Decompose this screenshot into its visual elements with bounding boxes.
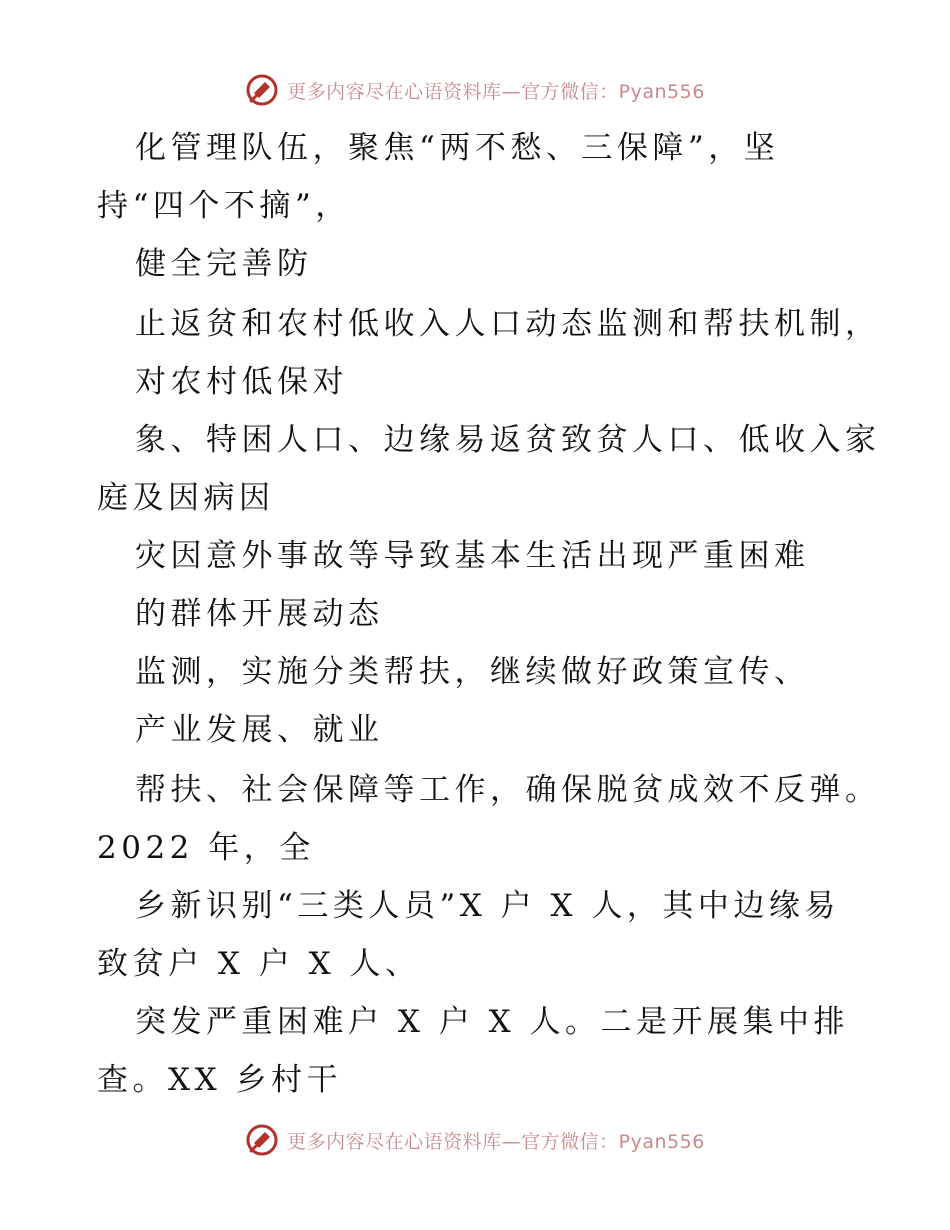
text-line: 化管理队伍，聚焦“两不愁、三保障”，坚 xyxy=(135,130,780,166)
text-line: 帮扶、社会保障等工作，确保脱贫成效不反弹。 xyxy=(135,772,881,808)
text-line: 的群体开展动态 xyxy=(135,596,384,632)
text-line: 致贫户 X 户 X 人、 xyxy=(97,946,421,982)
footer-watermark-text: 更多内容尽在心语资料库—官方微信：Pyan556 xyxy=(287,1130,705,1153)
text-line: 对农村低保对 xyxy=(135,364,348,400)
text-line: 查。XX 乡村干 xyxy=(97,1062,342,1098)
footer-watermark xyxy=(0,1122,950,1158)
text-line: 2022 年，全 xyxy=(97,830,315,866)
text-line: 突发严重困难户 X 户 X 人。二是开展集中排 xyxy=(135,1004,850,1040)
text-line: 产业发展、就业 xyxy=(135,712,384,748)
watermark-logo-icon xyxy=(245,1123,279,1157)
watermark-logo-icon xyxy=(245,73,279,107)
text-line: 持“四个不摘”， xyxy=(97,188,351,224)
text-line: 健全完善防 xyxy=(135,246,313,282)
text-line: 监测，实施分类帮扶，继续做好政策宣传、 xyxy=(135,654,810,690)
text-line: 象、特困人口、边缘易返贫致贫人口、低收入家 xyxy=(135,422,881,458)
text-line: 止返贫和农村低收入人口动态监测和帮扶机制， xyxy=(135,306,881,342)
header-watermark xyxy=(0,72,950,108)
text-line: 乡新识别“三类人员”X 户 X 人，其中边缘易 xyxy=(135,888,840,924)
text-line: 灾因意外事故等导致基本生活出现严重困难 xyxy=(135,538,810,574)
header-watermark-text: 更多内容尽在心语资料库—官方微信：Pyan556 xyxy=(287,80,705,103)
text-line: 庭及因病因 xyxy=(97,480,275,516)
